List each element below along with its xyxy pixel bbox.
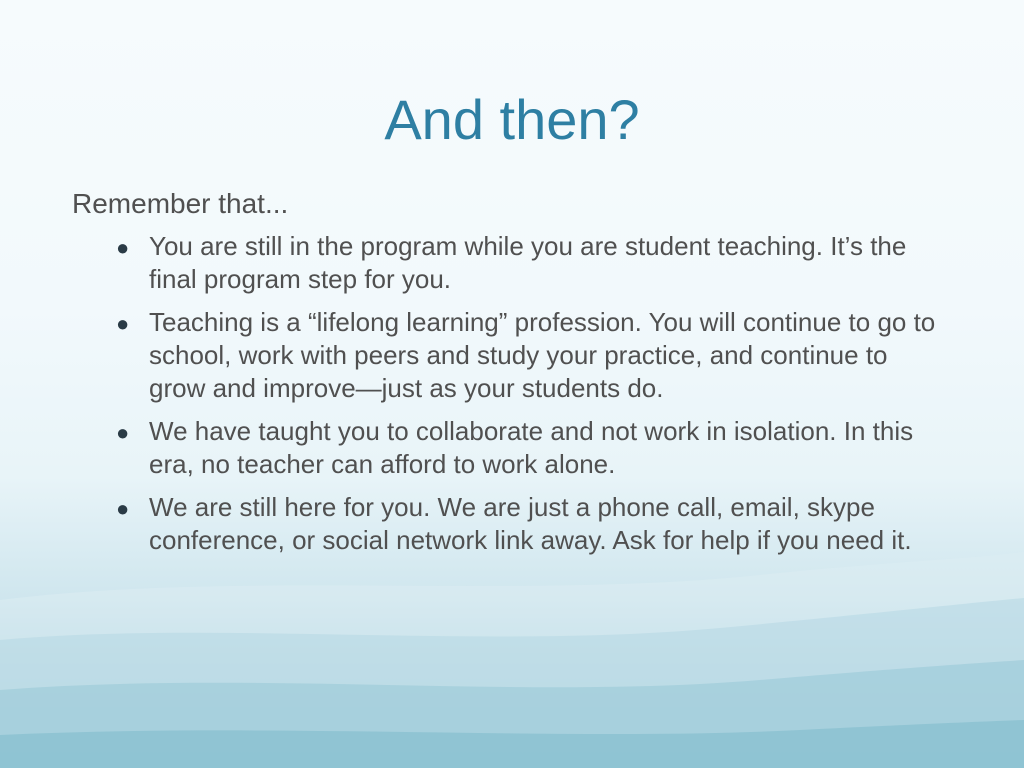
intro-text: Remember that...	[72, 188, 289, 219]
bullet-list	[72, 230, 972, 557]
bullet-item	[72, 230, 972, 296]
bullet-dot-icon: ●	[116, 311, 130, 336]
slide-title: And then?	[384, 88, 640, 151]
bullet-dot-icon: ●	[116, 235, 130, 260]
bullet-item	[72, 415, 972, 481]
bullet-item	[72, 491, 972, 557]
bullet-item	[72, 306, 972, 405]
slide-content	[72, 184, 972, 567]
bullet-dot-icon: ●	[116, 496, 130, 521]
bullet-text: You are still in the program while you are student teaching. It’s the final program step for you.	[149, 231, 907, 294]
bullet-text: We have taught you to collaborate and not work in isolation. In this era, no teacher can afford to work alone.	[149, 416, 914, 479]
bullet-text: Teaching is a “lifelong learning” profession. You will continue to go to school, work with peers and study your practice, and continue to grow and improve—just as your students do.	[149, 307, 936, 403]
bullet-text: We are still here for you. We are just a phone call, email, skype conference, or social network link away. Ask for help if you need it.	[149, 492, 912, 555]
bullet-dot-icon: ●	[116, 420, 130, 445]
